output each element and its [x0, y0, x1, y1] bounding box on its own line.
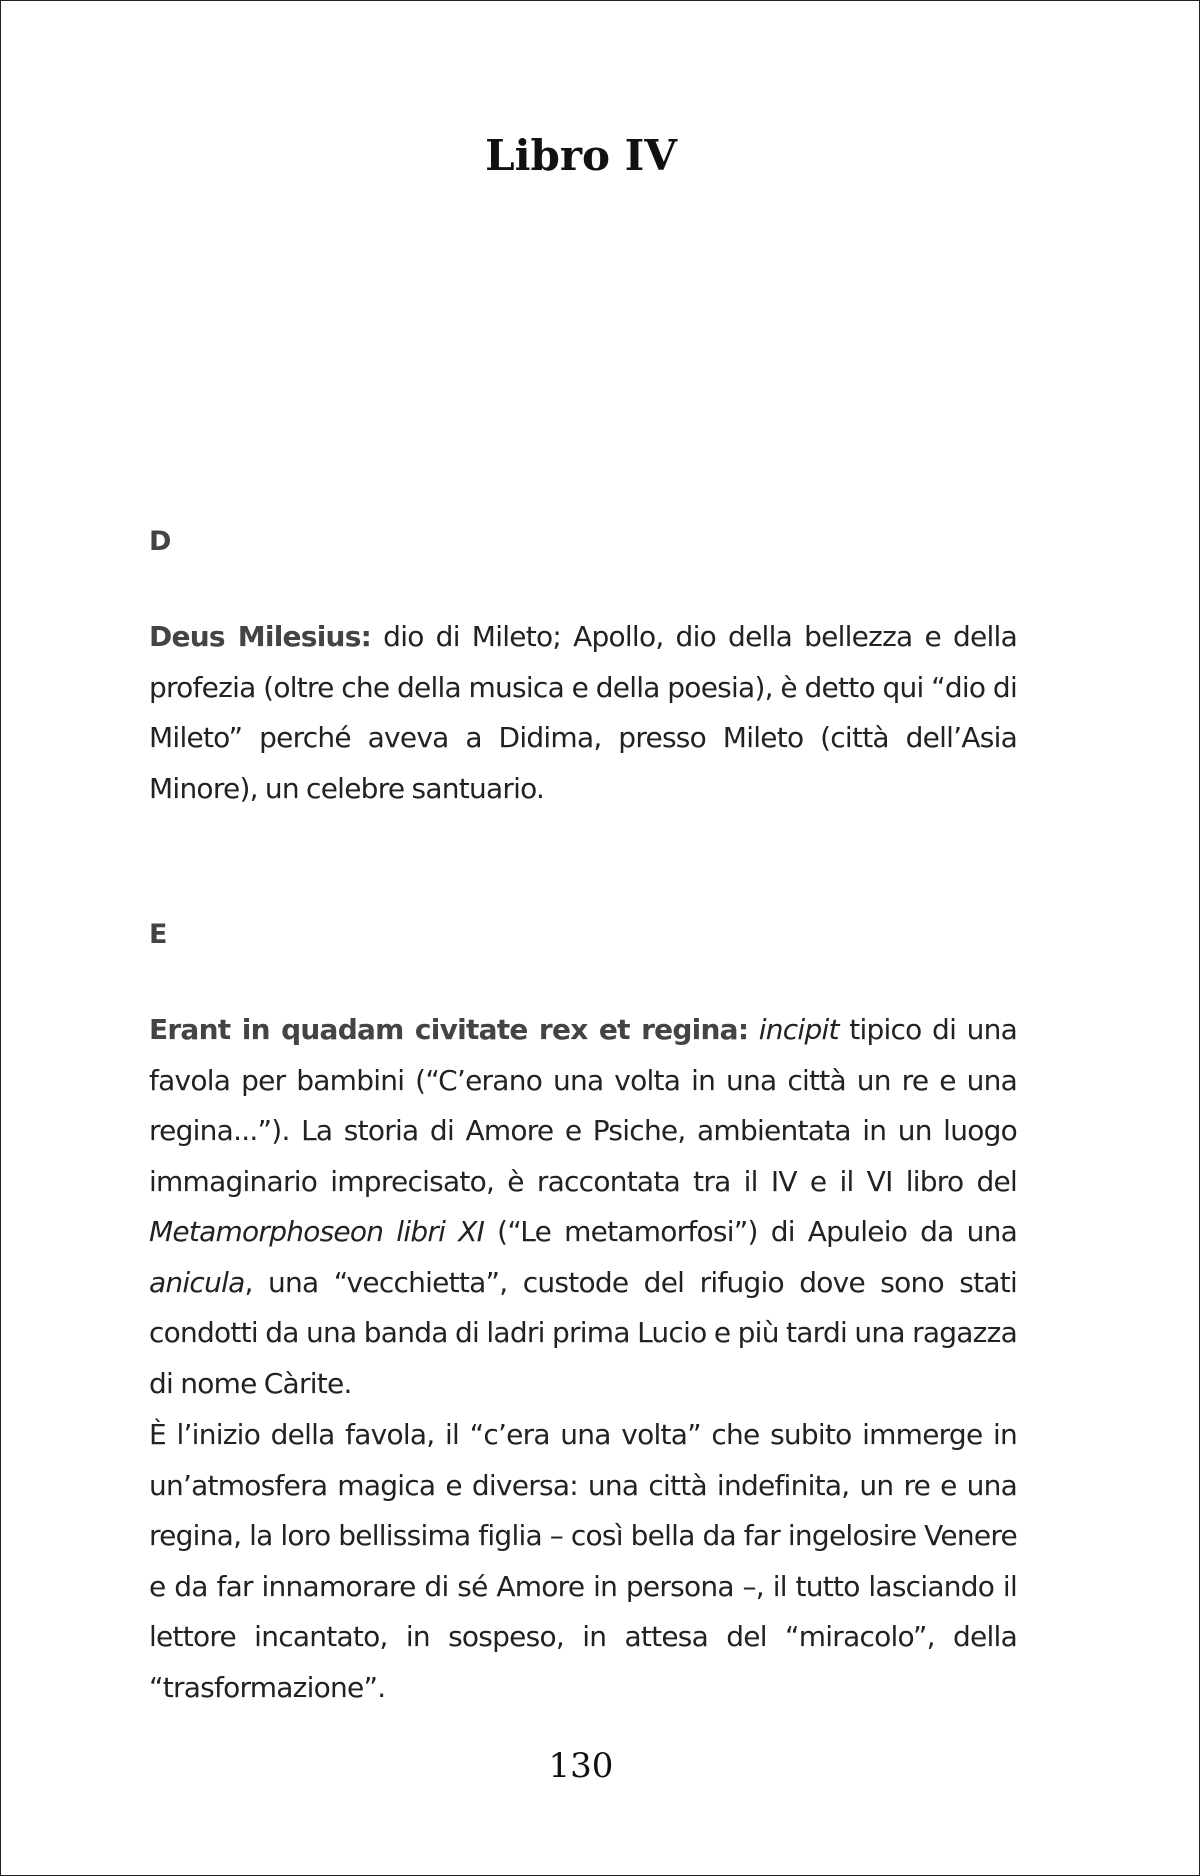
glossary-entry-continuation: È l’inizio della favola, il “c’era una volta” che subito immerge in un’atmosfera magica e diversa: una città indefinita, un re e una regina, la loro bellissima figlia – così bella da far ingelosire Venere e da far innamorare di sé Amore in persona –, il tutto lasciando il lettore incantato, in sospeso, in attesa del “miracolo”, della “trasformazione”.	[149, 1418, 1017, 1704]
entry-text: tipico di una favola per bambini (“C’erano una volta in una città un re e una regina...”). La storia di Amore e Psiche, ambientata in un luogo immaginario imprecisato, è raccontata tra il IV e il VI libro del	[149, 1013, 1017, 1198]
glossary-entry-deus-milesius	[149, 612, 1017, 814]
entry-italic-work-title: Metamorphoseon libri XI	[149, 1215, 485, 1248]
entry-term: Deus Milesius:	[149, 620, 372, 653]
entry-term: Erant in quadam civitate rex et regina:	[149, 1013, 749, 1046]
entry-text: (“Le metamorfosi”) di Apuleio da una	[484, 1215, 1017, 1248]
entry-italic-anicula: anicula	[149, 1265, 245, 1299]
entry-definition: dio di Mileto; Apollo, dio della bellezza e della profezia (oltre che della musica e della poesia), è detto qui “dio di Mileto” perché aveva a Didima, presso Mileto (città dell’Asia Minore), un celebre santuario.	[149, 620, 1017, 805]
entry-text	[748, 1013, 758, 1046]
section-letter-d: D	[149, 526, 172, 557]
entry-text: , una “vecchietta”, custode del rifugio dove sono stati condotti da una banda di ladri prima Lucio e più tardi una ragazza di nome Càrite.	[149, 1265, 1017, 1400]
glossary-entry-erant-in-quadam	[149, 1005, 1017, 1409]
section-letter-e: E	[149, 919, 168, 950]
page-title: Libro IV	[485, 131, 677, 180]
entry-italic-incipit: incipit	[758, 1013, 839, 1046]
page-number: 130	[548, 1746, 614, 1786]
